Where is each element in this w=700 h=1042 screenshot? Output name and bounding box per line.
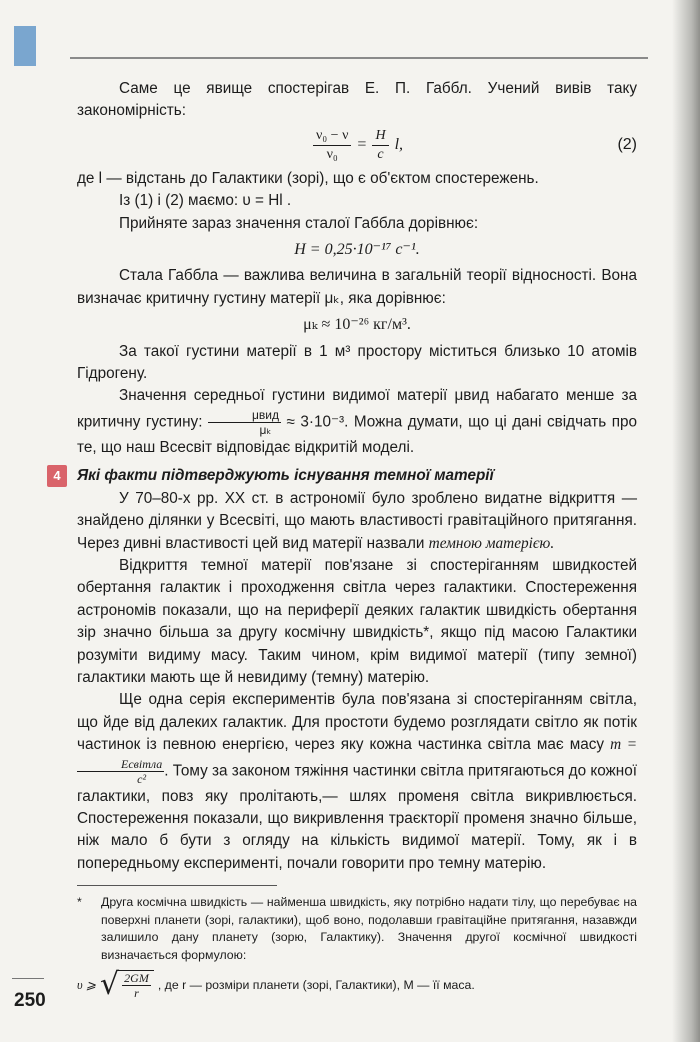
density-ratio-denominator: μₖ xyxy=(259,422,272,437)
escape-velocity-lhs: υ ⩾ xyxy=(77,977,97,992)
eq2-rhs-denominator: c xyxy=(377,146,384,162)
top-rule xyxy=(70,57,648,59)
intro-paragraph-5: Стала Габбла — важлива величина в загальній теорії відносності. Вона визначає критичну густину матерії μₖ, яка дорівнює: xyxy=(77,267,637,307)
escape-velocity-fraction xyxy=(122,971,151,1000)
page-number-rule xyxy=(12,978,44,979)
equation-2: $\frac{\text{ν₀ − ν}}{\text{ν₀}}$ = $\frac{H}{c}$ l, (2) xyxy=(77,127,637,164)
eq2-numerator: ν₀ − ν xyxy=(313,127,351,146)
intro-paragraph-6: За такої густини матерії в 1 м³ простору міститься близько 10 атомів Гідрогену. xyxy=(77,342,637,383)
eq2-rhs-tail: l, xyxy=(394,135,404,153)
eq2-rhs-numerator: H xyxy=(372,127,388,146)
section-paragraph-3 xyxy=(77,689,637,875)
critical-density-formula: μₖ ≈ 10⁻²⁶ кг/м³. xyxy=(303,316,411,334)
footnote-text: Друга космічна швидкість — найменша швидкість, яку потрібно надати тілу, що перебуває на поверхні планети (зорі, галактики), щоб воно, подолавши гравітаційне притягання, назавжди залишило дану планету (зорю, Галактику). Значення другої космічної швидкості визначається формулою: xyxy=(101,895,637,962)
light-mass-numerator: Eсвітла xyxy=(77,757,164,772)
escape-velocity-tail: , де r — розміри планети (зорі, Галактики), M — її маса. xyxy=(157,977,475,992)
footnote-mark: * xyxy=(77,895,82,910)
footnote xyxy=(77,894,637,964)
escape-velocity-formula xyxy=(77,967,637,1003)
intro-paragraph-4: Прийняте зараз значення сталої Габбла дорівнює: xyxy=(119,214,479,232)
equation-2-rhs-fraction xyxy=(372,127,388,164)
page-edge-shadow xyxy=(672,0,700,1042)
equation-number: (2) xyxy=(617,136,637,154)
intro-paragraph-3: Із (1) і (2) маємо: υ = Hl . xyxy=(119,192,292,210)
section-paragraph-3-end: . Тому за законом тяжіння частинки світла притягаються до кожної галактики, повз яку пролітають,— шлях променя світла викривлюється. Спостереження показали, що викривлення траєкторії променя значно більше, ніж мало б бути з огляду на кількість видимої матерії. Тому, як і в попередньому експерименті, почали говорити про темну матерію. xyxy=(77,762,637,872)
escape-velocity-numerator: 2GM xyxy=(124,971,149,986)
intro-paragraph-7-start: Значення середньої густини видимої матерії μвид набагато менше за критичну густину: xyxy=(77,387,637,431)
light-mass-fraction xyxy=(77,757,164,786)
section-paragraph-1 xyxy=(77,488,637,555)
section-heading xyxy=(53,465,637,487)
corner-tab xyxy=(14,26,36,66)
square-root xyxy=(100,967,154,1003)
mass-formula-lhs: m = xyxy=(610,736,638,754)
dark-matter-term: темною матерією. xyxy=(428,534,555,552)
intro-paragraph-1: Саме це явище спостерігав Е. П. Габбл. Учений вивів таку закономірність: xyxy=(77,80,637,120)
eq2-denominator: ν₀ xyxy=(326,146,338,162)
section-paragraph-1-text: У 70–80-х рр. XX ст. в астрономії було зроблено видатне відкриття — знайдено ділянки у Всесвіті, що мають властивості гравітаційного притягання. Через дивні властивості цей вид матерії назвали xyxy=(77,489,637,552)
section-number-badge: 4 xyxy=(47,465,67,487)
intro-paragraph-7-end: ≈ 3·10⁻³. Можна думати, що ці дані свідчать про те, що наш Всесвіт відповідає відкритій моделі. xyxy=(77,413,638,456)
light-mass-denominator: c² xyxy=(137,771,147,786)
density-ratio-fraction xyxy=(208,408,281,437)
section-paragraph-2: Відкриття темної матерії пов'язане зі спостеріганням швидкостей обертання галактик і проходження світла через галактики. Спостереження астрономів показали, що на периферії деяких галактик швидкість обертання зір значно більша за другу космічну швидкість*, якщо під масою Галактики розуміти видиму масу. Таким чином, крім видимої матерії (типу земної) галактики мають ще й невидиму (темну) матерію. xyxy=(77,556,637,686)
escape-velocity-denominator: r xyxy=(134,986,139,1001)
intro-paragraph-7 xyxy=(77,385,637,459)
hubble-constant-formula: H = 0,25·10⁻¹⁷ с⁻¹. xyxy=(294,241,420,259)
intro-paragraph-2: де l — відстань до Галактики (зорі), що є об'єктом спостережень. xyxy=(77,169,539,187)
equation-2-fraction xyxy=(313,127,351,164)
section-paragraph-3-start: Ще одна серія експериментів була пов'язана зі спостеріганням світла, що йде від далеких галактик. Для простоти будемо розглядати світло як потік частинок із певною енергією, через яку кожна частинка світла має масу xyxy=(77,691,637,754)
density-ratio-numerator: μвид xyxy=(208,408,281,423)
section-title: Які факти підтверджують існування темної матерії xyxy=(77,467,494,485)
sqrt-sign-icon: √ xyxy=(100,967,120,1003)
footnote-rule xyxy=(77,885,277,886)
page-number: 250 xyxy=(14,990,46,1011)
page-body xyxy=(53,78,638,1003)
